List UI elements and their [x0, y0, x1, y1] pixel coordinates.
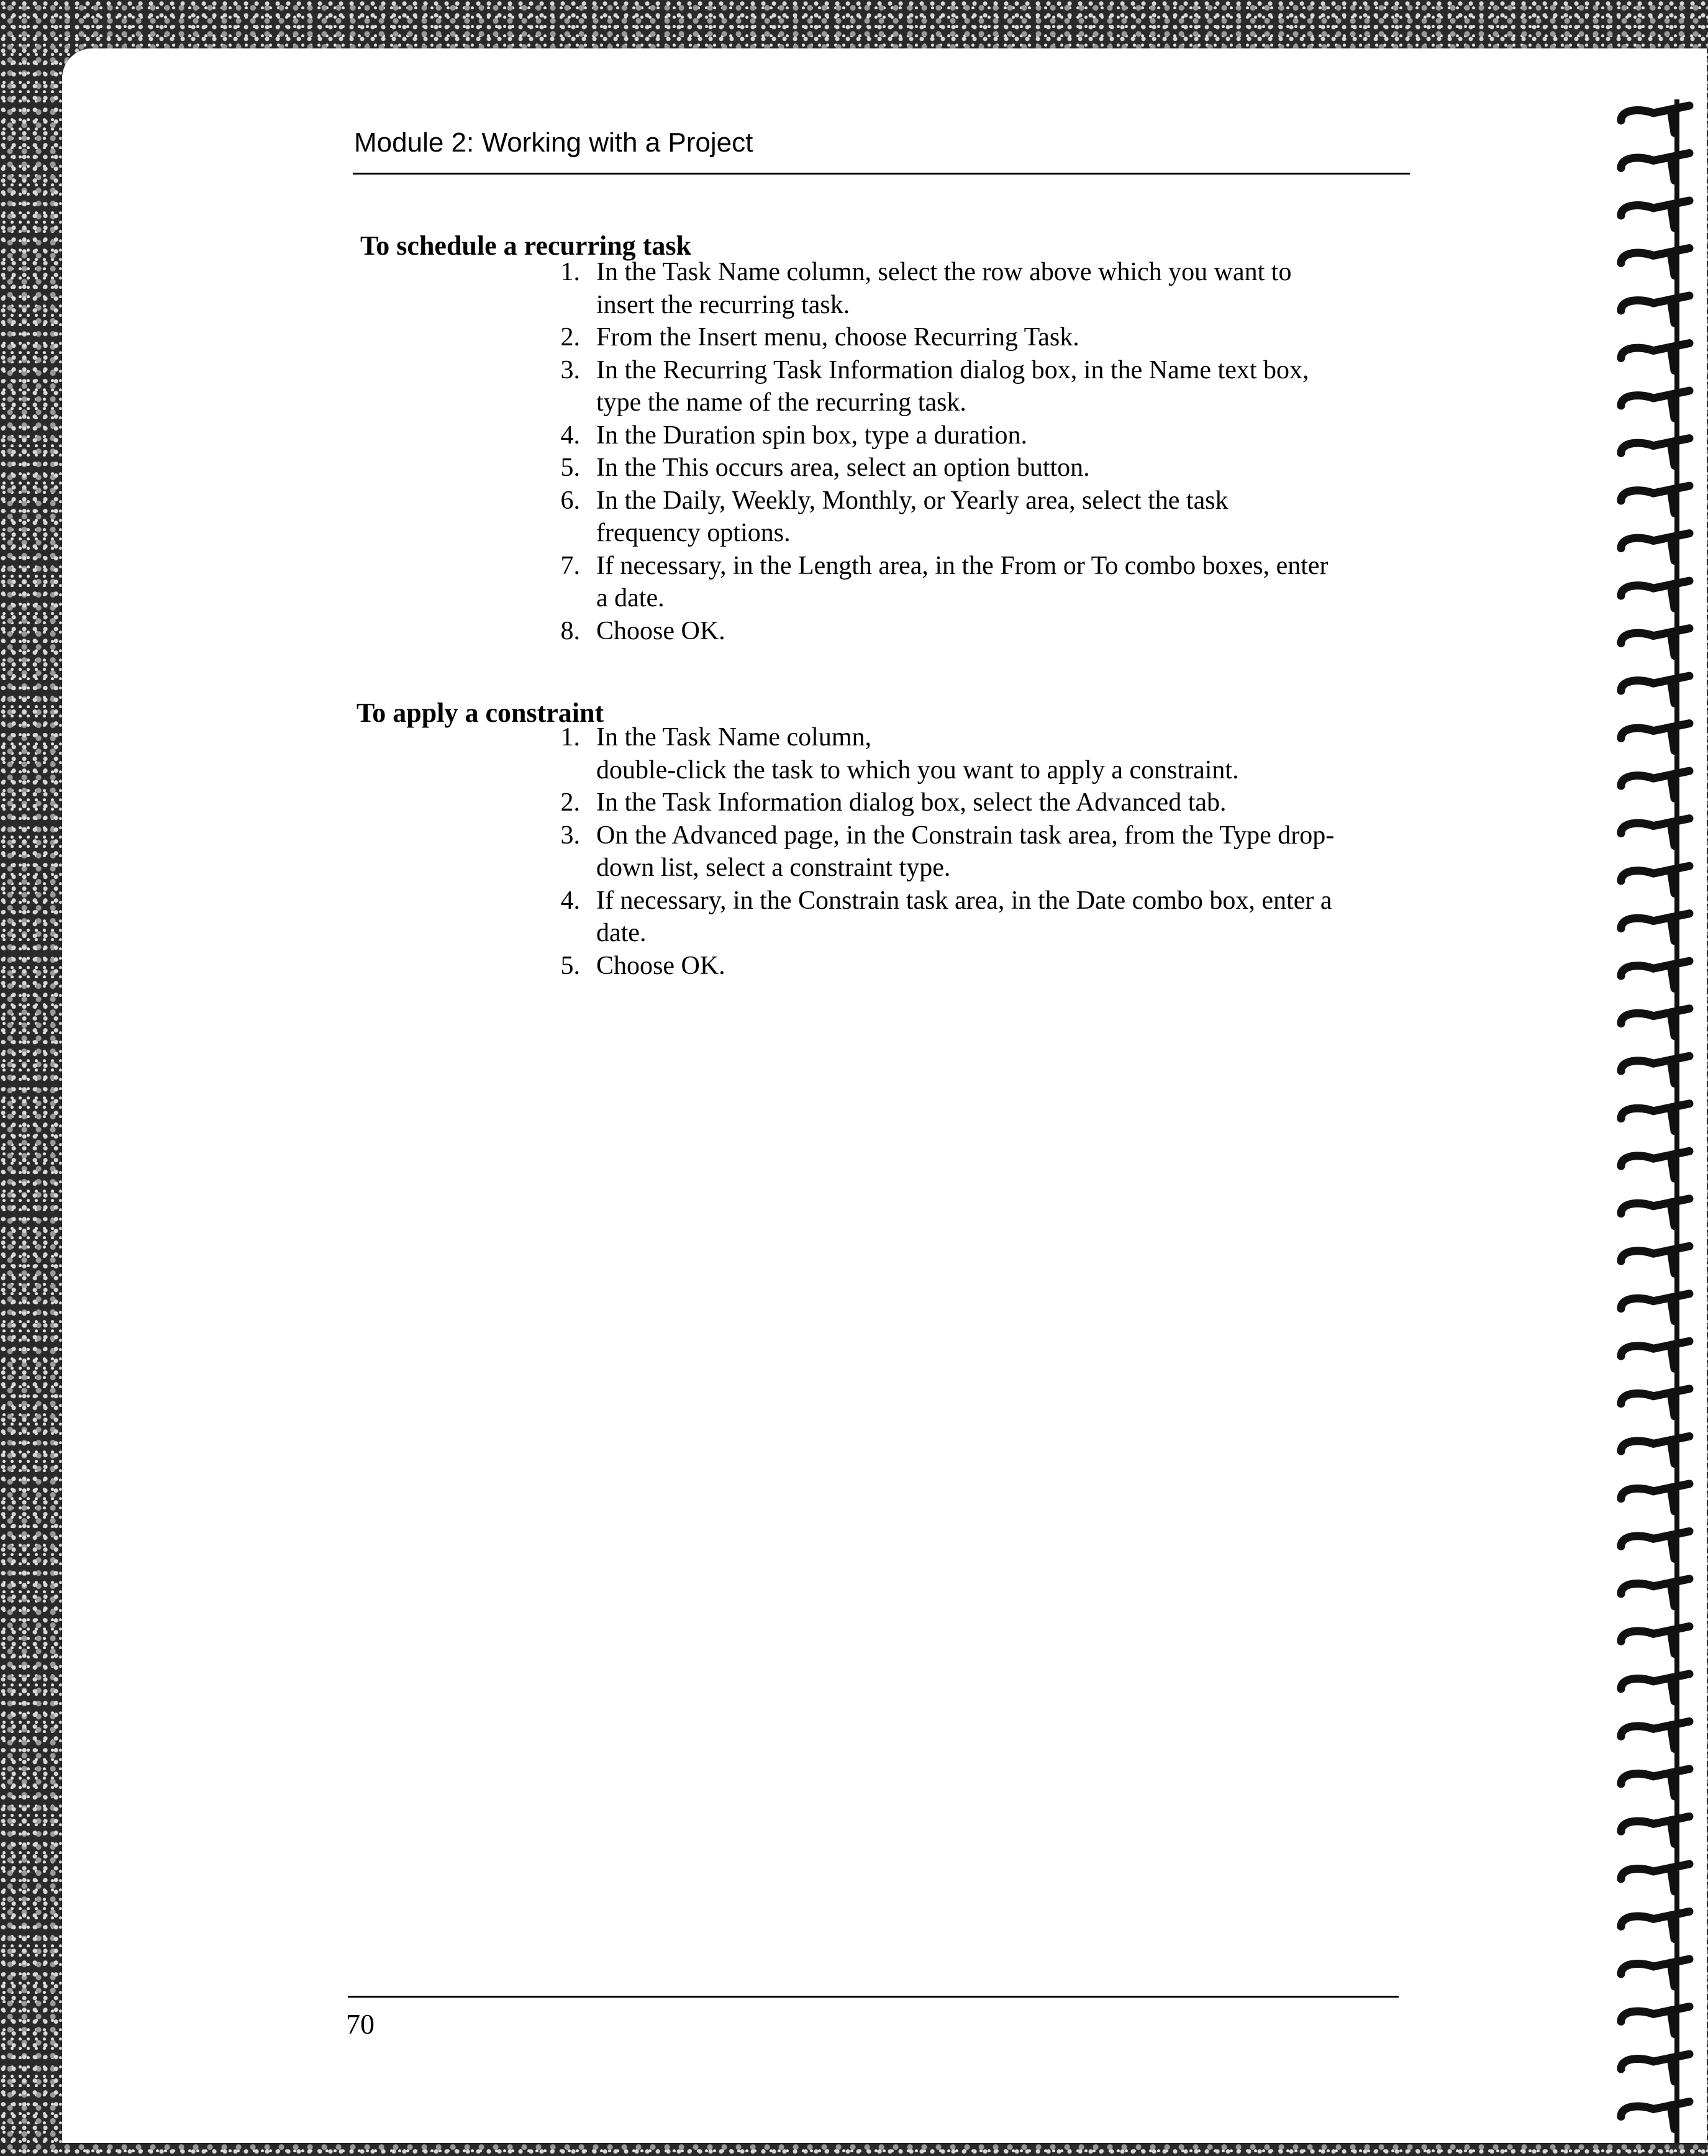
step-number: 5.: [560, 951, 580, 980]
step-text-line: In the Task Name column,: [596, 723, 872, 752]
step-number: 7.: [560, 551, 580, 580]
constraint-steps: [560, 721, 1429, 982]
step-number: 1.: [560, 258, 580, 286]
binding-coils: [1621, 99, 1689, 2143]
step-text-line: If necessary, in the Constrain task area, in the Date combo box, enter a: [596, 886, 1332, 915]
step-text-line: a date.: [596, 584, 665, 612]
step-text-line: In the Recurring Task Information dialog box, in the Name text box,: [596, 355, 1309, 384]
list-item: [560, 354, 1429, 419]
step-text-line: frequency options.: [596, 519, 791, 547]
list-item: [560, 721, 1429, 786]
document-page: [62, 48, 1707, 2143]
list-item: [560, 419, 1429, 452]
running-header: Module 2: Working with a Project: [354, 127, 753, 158]
step-number: 4.: [560, 886, 580, 915]
list-item: [560, 786, 1429, 819]
list-item: [560, 819, 1429, 885]
step-text-line: In the Task Information dialog box, select the Advanced tab.: [596, 788, 1227, 817]
step-number: 8.: [560, 616, 580, 645]
step-text-line: insert the recurring task.: [596, 290, 850, 319]
step-number: 2.: [560, 788, 580, 817]
page-number: 70: [346, 2008, 375, 2040]
recurring-task-steps: [560, 256, 1429, 647]
list-item: [560, 452, 1429, 484]
section-heading-recurring-task: To schedule a recurring task: [360, 230, 691, 261]
step-number: 2.: [560, 323, 580, 352]
step-text-line: type the name of the recurring task.: [596, 388, 966, 417]
step-number: 4.: [560, 421, 580, 450]
step-text-line: date.: [596, 919, 647, 947]
step-text-line: In the Task Name column, select the row above which you want to: [596, 258, 1292, 286]
step-text-line: On the Advanced page, in the Constrain task area, from the Type drop-: [596, 821, 1335, 850]
step-number: 6.: [560, 486, 580, 515]
step-text-line: In the Duration spin box, type a duration.: [596, 421, 1028, 450]
step-number: 3.: [560, 821, 580, 850]
list-item: [560, 321, 1429, 354]
step-text-line: If necessary, in the Length area, in the From or To combo boxes, enter: [596, 551, 1329, 580]
step-text-line: From the Insert menu, choose Recurring Task.: [596, 323, 1079, 352]
step-text-line: double-click the task to which you want to apply a constraint.: [596, 755, 1239, 785]
header-rule: [353, 173, 1410, 175]
list-item: [560, 550, 1429, 615]
list-item: [560, 950, 1429, 983]
footer-rule: [348, 1996, 1399, 1998]
section-heading-apply-constraint: To apply a constraint: [357, 698, 604, 728]
list-item: [560, 615, 1429, 648]
step-text-line: Choose OK.: [596, 616, 725, 645]
spiral-binding-icon: [1615, 99, 1708, 2143]
list-item: [560, 885, 1429, 950]
step-text-line: In the Daily, Weekly, Monthly, or Yearly area, select the task: [596, 486, 1229, 515]
step-text-line: down list, select a constraint type.: [596, 853, 951, 882]
step-text-line: In the This occurs area, select an option button.: [596, 453, 1090, 482]
step-number: 5.: [560, 453, 580, 482]
step-number: 3.: [560, 355, 580, 384]
step-text-line: Choose OK.: [596, 951, 725, 980]
list-item: [560, 484, 1429, 550]
list-item: [560, 256, 1429, 321]
step-number: 1.: [560, 723, 580, 752]
